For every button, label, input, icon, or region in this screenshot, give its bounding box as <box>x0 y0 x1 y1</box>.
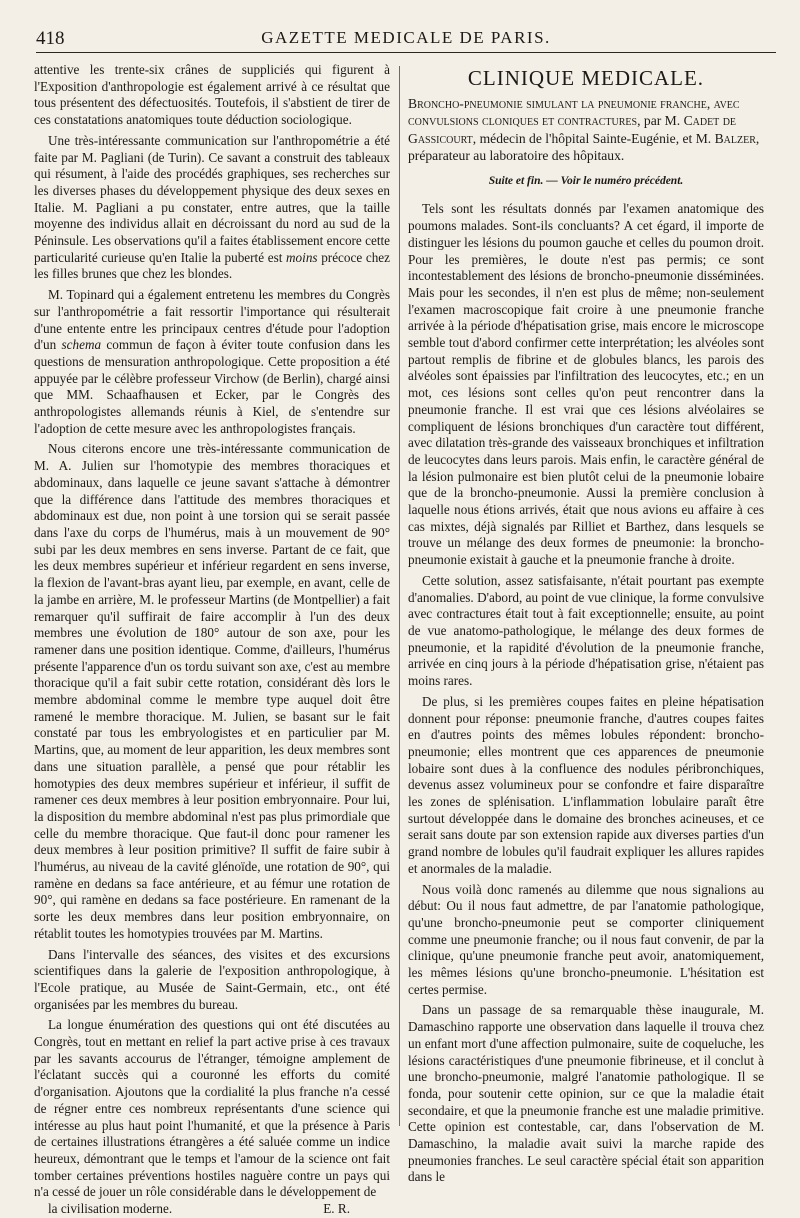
heading-by: par M. <box>643 113 681 129</box>
article-heading <box>408 95 764 165</box>
left-p3-b: commun de façon à éviter toute confusion dans les questions de mensuration anthropologique. Cette proposition a été appuyée par le célèbre professeur Virchow (de Berlin), chargé ainsi que MM. Schaafhausen et Ecker, par le Congrès des anthropologistes allemands réunis à Kiel, de s'entendre sur l'adoption de cette mesure avec les anthropologistes français. <box>34 337 391 436</box>
left-column <box>34 62 391 1217</box>
heading-author-2: Balzer <box>714 130 756 146</box>
left-paragraph-3 <box>34 287 390 437</box>
heading-mid: , médecin de l'hôpital Sainte-Eugénie, et M. <box>472 130 712 146</box>
running-title: GAZETTE MEDICALE DE PARIS. <box>261 28 551 47</box>
right-paragraph-2: Cette solution, assez satisfaisante, n'était pourtant pas exempte d'anomalies. D'abord, au point de vue clinique, la forme convulsive avec contractures était tout à fait exceptionnelle; ensuite, au point de vue anatomo-pathologique, le mélange des deux formes de pneumonie, et la rapidité d'évolution de la pneumonie franche, arrivée en cinq jours à la période d'hépatisation grise, n'étaient pas moins rares. <box>408 572 764 689</box>
page-number: 418 <box>36 28 65 49</box>
left-p2-text: Une très-intéressante communication sur l'anthropométrie a été faite par M. Pagliani (de Turin). Ce savant a construit des tableaux qui résument, à l'aide des procédés graphiques, ses recherches sur les diverses phases du développement physique des deux sexes en Italie. M. Pagliani a pu constater, entre autres, que la taille moyenne des individus allait en décroissant du nord au sud de la Péninsule. Les observations qu'il a faites établissement encore cette particularité curieuse qu'en Italie la puberté est <box>34 132 390 265</box>
left-paragraph-2 <box>34 133 390 283</box>
right-paragraph-3: De plus, si les premières coupes faites en pleine hépatisation donnent pour réponse: pneumonie franche, d'autres coupes faites en d'autres points des mêmes lobules répondent: broncho-pneumonie; elles montrent que ces apparences de pneumonie lobaire sont dues à la confluence des nodules péribronchiques, devenus assez volumineux pour se confondre et faire disparaître les zones de splénisation. L'inflammation lobulaire paraît être surtout développée dans le domaine des bronches acineuses, et ce serait sans doute par son extension rapide aux diverses parties d'un grand nombre de lobules qu'il faudrait expliquer les allures rapides et anormales de la maladie. <box>408 693 764 876</box>
left-p3-emphasis: schema <box>61 337 102 353</box>
left-p6-last: la civilisation moderne. <box>48 1201 173 1217</box>
right-paragraph-5: Dans un passage de sa remarquable thèse inaugurale, M. Damaschino rapporte une observation dans laquelle il trouva chez un enfant mort d'une affection pulmonaire, suite de coqueluche, les lésions caractéristiques d'une pneumonie fibrineuse, et il conclut à une broncho-pneumonie, malgré l'anatomie pathologique. Il se fonda, pour soutenir cette opinion, sur ce que la maladie était secondaire, et que la pneumonie franche est une maladie primitive. Cette opinion est contestable, car, dans l'observation de M. Damaschino, la maladie avait suivi la marche rapide des pneumonies franches. Le seul caractère spécial était son apparition dans le <box>408 1002 764 1185</box>
right-column <box>408 62 764 1185</box>
heading-end: , préparateur au laboratoire des hôpitaux. <box>408 130 760 164</box>
left-paragraph-5: Dans l'intervalle des séances, des visites et des excursions scientifiques dans la galerie de l'exposition anthropologique, à l'Ecole pratique, au Musée de Saint-Germain, etc., ont été organisées par les membres du bureau. <box>34 946 390 1012</box>
left-paragraph-4: Nous citerons encore une très-intéressante communication de M. A. Julien sur l'homotypie des membres thoraciques et abdominaux, dans laquelle ce jeune savant s'attache à démontrer que la différence dans l'attitude des membres thoraciques et abdominaux est due, non point à une torsion qui se serait passée dans l'axe du corps de l'humérus, mais à un mouvement de 90° subi par les deux membres en sens inverse. Partant de ce fait, que les deux membres supérieur et inférieur regardent en sens inverse, la flexion de l'avant-bras ayant lieu, par exemple, en avant, celle de la jambe en arrière, M. le professeur Martins (de Montpellier) a fait remarquer qu'il suffirait de faire accomplir à l'un des deux membres une évolution de 180° autour de son axe, pour les ramener dans une position identique. Comme, d'ailleurs, l'humérus présente l'apparence d'un os tordu suivant son axe, c'est au membre thoracique qu'il a fait subir cette rotation, considérant dès lors le membre abdominal comme le membre type auquel doit être ramené le membre thoracique. M. Julien, se basant sur le fait constaté par tous les embryologistes et en particulier par M. Martins, que, au moment de leur apparition, les deux membres sont dans une situation parallèle, a pensé que pour rétablir les homotypies des deux membres supérieur et inférieur, il suffit de ramener ces deux membres à leur position embryonnaire. Pour lui, la disposition du membre abdominal n'est pas plus primordiale que celle du membre thoracique. Que faut-il donc pour ramener les deux membres à leur position primitive? Il suffit de faire subir à l'humérus, au niveau de la cavité glénoïde, une rotation de 90°, qui ramène en dedans sa face antérieure, et au fémur une rotation de 90°, qui ramène en dedans sa face postérieure. En ramenant de la sorte les deux membres dans leur position embryonnaire, on rétablit toutes les homotypies trouvées par M. Martins. <box>34 441 390 941</box>
article-signature: E. R. <box>323 1201 350 1217</box>
left-paragraph-6 <box>34 1017 390 1217</box>
continuation-note: Suite et fin. — Voir le numéro précédent. <box>488 174 684 187</box>
article-heading-title: Broncho-pneumonie simulant la pneumonie franche, avec convulsions cloniques et contractures, <box>408 95 740 129</box>
page-header <box>36 22 776 53</box>
signature-line <box>34 1201 390 1218</box>
left-p2-emphasis: moins <box>286 249 318 265</box>
left-p3-a: M. Topinard qui a également entretenu les membres du Congrès sur l'anthropométrie a fait ressortir l'importance qui résulterait d'une entente entre les principaux centres d'étude pour l'adoption d'un <box>34 287 390 353</box>
right-paragraph-1: Tels sont les résultats donnés par l'examen anatomique des poumons malades. Sont-ils concluants? A cet égard, il importe de distinguer les lésions du poumon gauche et celles du poumon droit. Pour les premières, le doute n'est pas permis; ce sont incontestablement des lésions de broncho-pneumonie disséminées. Mais pour les secondes, il n'en est plus de même; non-seulement l'examen macroscopique fait croire à une pneumonie franche arrivée à la période d'hépatisation grise, mais encore le microscope semble tout d'abord confirmer cette interprétation; les alvéoles sont partout remplis de fibrine et de globules blancs, les parois des alvéoles sont épaissies par l'infiltration des leucocytes, etc.; en un mot, ces lésions sont celles qu'on peut rencontrer dans la pneumonie franche. Il est vrai que ces lésions alvéolaires se compliquent de lésions bronchiques d'un caractère tout différent, avec dilatation très-grande des vaisseaux bronchiques et infiltration de leucocytes dans leurs parois. Mais enfin, le caractère général de la lésion pulmonaire est bien plutôt celui de la pneumonie lobaire que de la broncho-pneumonie. Aussi la première conclusion à laquelle nous étions arrivés, était que nous avions eu affaire à ces cas mixtes, déjà signalés par Rilliet et Barthez, dans lesquels se trouve un mélange des deux formes de pneumonie: la broncho-pneumonie existait à gauche et la pneumonie franche à droite. <box>408 201 764 568</box>
left-p2-end: précoce chez les filles brunes que chez les blondes. <box>34 249 391 282</box>
left-paragraph-1: attentive les trente-six crânes de suppliciés qui figurent à l'Exposition d'anthropologie est également arrivé à ce résultat que tous présentent des défectuosités. Toutefois, il s'abstient de tirer de ces constatations anatomiques toute déduction sociologique. <box>34 62 390 128</box>
section-title: CLINIQUE MEDICALE. <box>467 66 705 90</box>
right-paragraph-4: Nous voilà donc ramenés au dilemme que nous signalions au début: Ou il nous faut admettre, de par l'anatomie pathologique, qu'une broncho-pneumonie peut se comporter cliniquement comme une pneumonie franche; ou il nous faut convenir, de par la clinique, qu'une pneumonie franche peut avoir, anatomiquement, les mêmes lésions qu'une broncho-pneumonie. L'hésitation est certes permise. <box>408 881 764 997</box>
column-divider <box>399 66 400 1126</box>
heading-author-1: Cadet de Gassicourt <box>408 113 737 146</box>
left-p6-text: La longue énumération des questions qui ont été discutées au Congrès, tout en mettant en relief la part active prise à ces travaux par les savants accourus de l'étranger, témoigne amplement de l'éclatant succès qui a couronné les efforts du comité d'organisation. Ajoutons que la cordialité la plus franche n'a cessé de régner entre ces nombreux représentants d'une science qui intéresse au plus haut point l'humanité, et que la présence à Paris de certaines illustrations étrangères a été saluée comme un indice heureux, démontrant que le temps et l'amour de la science ont fait tomber certaines préventions hostiles naguère contre un pays qui n'a cessé de jouer un rôle considérable dans le développement de <box>34 1017 390 1200</box>
